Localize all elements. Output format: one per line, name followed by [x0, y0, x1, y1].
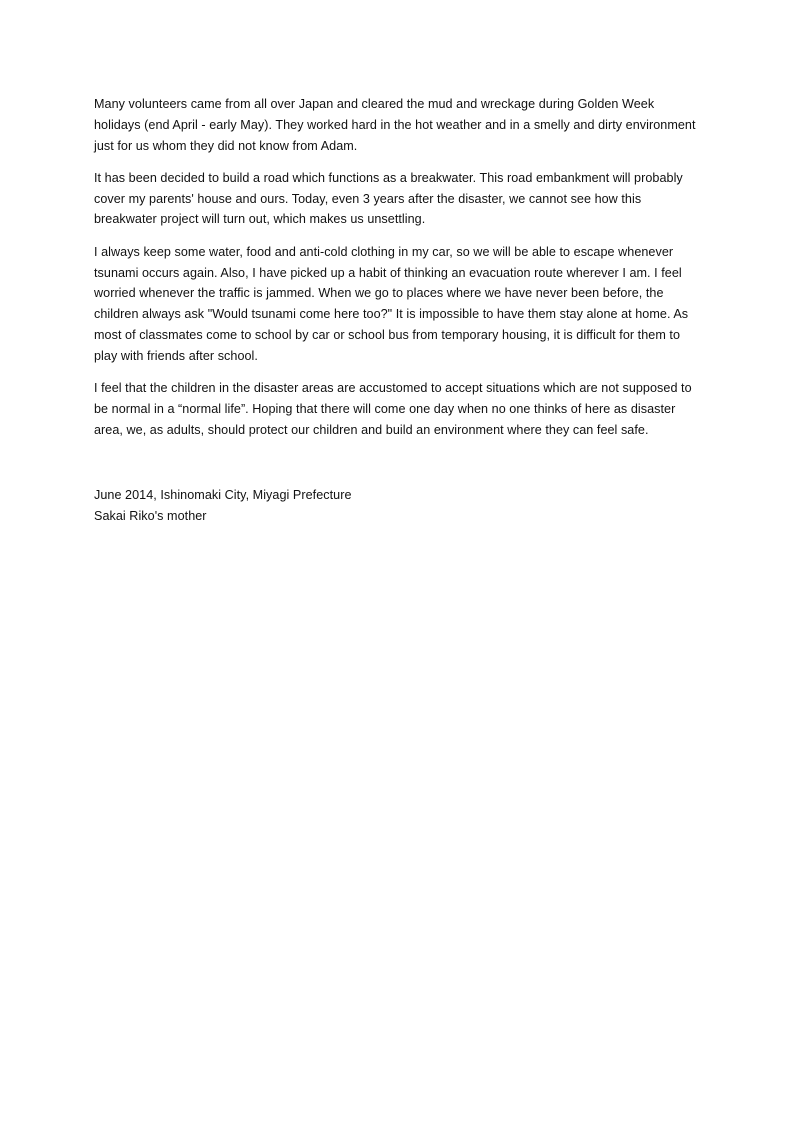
signature-block — [94, 485, 704, 527]
paragraph-breakwater: It has been decided to build a road which functions as a breakwater. This road embankment will probably cover my parents' house and ours. Today, even 3 years after the disaster, we cannot see how this breakwater project will turn out, which makes us unsettling. — [94, 170, 683, 227]
paragraph-volunteers: Many volunteers came from all over Japan and cleared the mud and wreckage during Golden Week holidays (end April - early May). They worked hard in the hot weather and in a smelly and dirty environment just for us whom they did not know from Adam. — [94, 97, 696, 153]
signature-author: Sakai Riko's mother — [94, 509, 207, 524]
letter-body — [94, 94, 704, 527]
signature-date-place: June 2014, Ishinomaki City, Miyagi Prefecture — [94, 488, 352, 503]
paragraph-children: I feel that the children in the disaster areas are accustomed to accept situations which are not supposed to be normal in a “normal life”. Hoping that there will come one day when no one thinks of here as disaster area, we, as adults, should protect our children and build an environment where they can feel safe. — [94, 381, 692, 437]
paragraph-evacuation: I always keep some water, food and anti-cold clothing in my car, so we will be able to escape whenever tsunami occurs again. Also, I have picked up a habit of thinking an evacuation route wherever I am. I feel worried whenever the traffic is jammed. When we go to places where we have never been before, the children always ask "Would tsunami come here too?" It is impossible to have them stay alone at home. As most of classmates come to school by car or school bus from temporary housing, it is difficult for them to play with friends after school. — [94, 244, 689, 363]
